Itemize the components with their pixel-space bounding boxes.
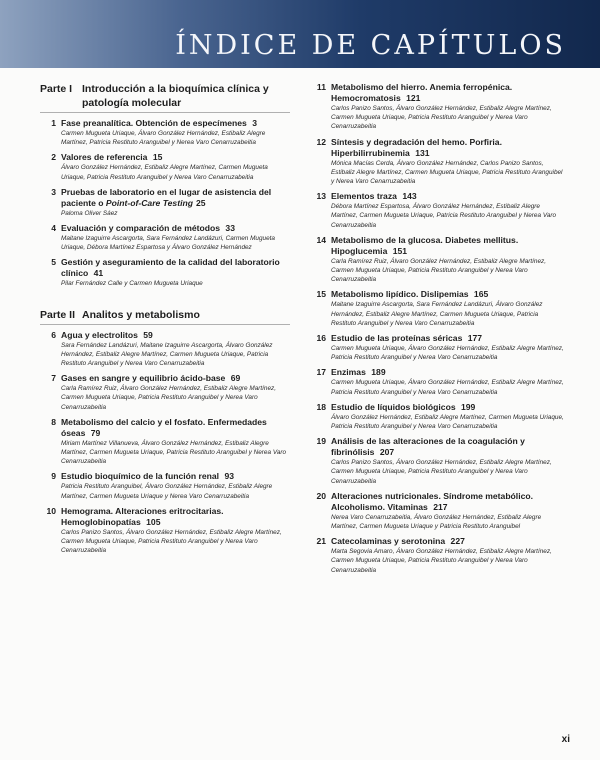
toc-column-right — [310, 82, 565, 580]
chapter-authors: Carmen Mugueta Uriaque, Álvaro González Hernández, Estibaliz Alegre Martínez, Patricia Restituto Aranguibel y Nerea Varo Cenarruzabeitia — [331, 345, 564, 362]
chapter-title-text: Agua y electrolitos — [61, 329, 138, 340]
header-banner — [0, 0, 600, 68]
chapter-title-text: Gases en sangre y equilibrio ácido-base — [61, 373, 226, 384]
chapter-page: 177 — [467, 333, 483, 344]
chapter-page: 165 — [473, 289, 489, 300]
chapter-authors: Carlos Panizo Santos, Álvaro González Hernández, Estibaliz Alegre Martínez, Carmen Mugueta Uriaque, Patricia Restituto Aranguibel y Nerea Varo Cenarruzabeitia — [331, 105, 552, 131]
chapter-title — [331, 289, 565, 300]
chapter-page: 3 — [252, 118, 257, 128]
chapter-number: 3 — [51, 186, 56, 197]
chapter-page: 227 — [450, 536, 465, 547]
chapter-entry[interactable] — [310, 235, 565, 285]
chapter-title-text: Fase preanalítica. Obtención de especímenes — [61, 118, 247, 128]
chapter-title — [331, 235, 565, 257]
chapter-title-text: Metabolismo del calcio y el fosfato. Enfermedades óseas — [61, 416, 267, 438]
chapter-authors: Miriam Martínez Villanueva, Álvaro González Hernández, Estibaliz Alegre Martínez, Carmen Mugueta Uriaque, Patricia Restituto Aranguibel y Nerea Varo Cenarruzabeitia — [61, 439, 287, 466]
chapter-entry[interactable] — [310, 491, 565, 531]
chapter-authors: Patricia Restituto Aranguibel, Álvaro González Hernández, Estibaliz Alegre Martínez, Carmen Mugueta Uriaque y Nerea Varo Cenarruzabeitia — [61, 483, 273, 500]
chapter-page: 199 — [461, 401, 476, 412]
chapter-number: 9 — [51, 471, 56, 482]
chapter-number: 19 — [316, 436, 326, 447]
chapter-title-text: Estudio de líquidos biológicos — [331, 401, 456, 412]
chapter-authors: Sara Fernández Landázuri, Maitane Izaguirre Ascargorta, Álvaro González Hernández, Estibaliz Alegre Martínez, Carmen Mugueta Uriaque, Patricia Restituto Aranguibel y Nerea Varo Cenarruzabeitia — [61, 341, 273, 368]
chapter-title — [61, 257, 290, 279]
chapter-title — [61, 152, 290, 163]
chapter-title — [331, 402, 565, 413]
chapter-title-text: Metabolismo lipídico. Dislipemias — [331, 289, 469, 300]
chapter-title — [331, 491, 565, 513]
chapter-page: 151 — [392, 245, 408, 256]
chapter-title — [61, 223, 290, 234]
chapter-authors: Nerea Varo Cenarruzabeitia, Álvaro González Hernández, Estibaliz Alegre Martínez, Carmen Mugueta Uriaque y Patricia Restituto Aranguibel — [331, 513, 542, 531]
chapter-page: 59 — [143, 329, 153, 340]
part-title: Introducción a la bioquímica clínica y patología molecular — [82, 83, 269, 109]
chapter-number: 7 — [51, 373, 56, 384]
chapter-title — [331, 333, 565, 344]
chapter-number: 14 — [316, 234, 326, 245]
chapter-page: 25 — [195, 197, 206, 208]
chapter-title-text: Enzimas — [331, 367, 366, 378]
chapter-entry[interactable] — [310, 137, 565, 187]
chapter-number: 10 — [46, 505, 56, 516]
chapter-authors: Carla Ramírez Ruiz, Álvaro González Hernández, Estibaliz Alegre Martínez, Carmen Mugueta Uriaque, Patricia Restituto Aranguibel y Nerea Varo Cenarruzabeitia — [331, 257, 547, 284]
chapter-entry[interactable] — [40, 471, 290, 500]
chapter-authors: Pilar Fernández Calle y Carmen Mugueta Uriaque — [61, 280, 203, 288]
chapter-page: 189 — [371, 367, 386, 378]
chapter-page: 41 — [93, 268, 104, 279]
chapter-entry[interactable] — [40, 506, 290, 556]
chapter-authors: Carlos Panizo Santos, Álvaro González Hernández, Estibaliz Alegre Martínez, Carmen Mugueta Uriaque, Patricia Restituto Aranguibel y Nerea Varo Cenarruzabeitia — [61, 528, 282, 555]
chapter-title-text: Metabolismo de la glucosa. Diabetes mellitus. Hipoglucemia — [331, 234, 519, 256]
chapter-title — [61, 471, 290, 482]
chapter-title — [61, 187, 290, 209]
chapter-title — [331, 82, 565, 104]
chapter-entry[interactable] — [310, 82, 565, 132]
chapter-title — [331, 367, 565, 378]
chapter-number: 18 — [316, 401, 326, 412]
chapter-number: 15 — [316, 289, 326, 300]
chapter-authors: Marta Segovia Amaro, Álvaro González Hernández, Estibaliz Alegre Martínez, Carmen Mugueta Uriaque, Patricia Restituto Aranguibel y Nerea Varo Cenarruzabeitia — [331, 548, 552, 574]
chapter-title — [331, 536, 565, 547]
chapter-number: 4 — [51, 223, 56, 234]
chapter-entry[interactable] — [40, 223, 290, 252]
chapter-entry[interactable] — [40, 118, 290, 147]
chapter-number: 21 — [316, 536, 326, 547]
chapter-title-text: Metabolismo del hierro. Anemia ferropénica. Hemocromatosis — [331, 82, 513, 103]
part-label: Parte I — [40, 83, 73, 95]
chapter-entry[interactable] — [310, 436, 565, 486]
chapter-title-text: Valores de referencia — [61, 152, 148, 163]
part-title: Analitos y metabolismo — [82, 308, 200, 321]
chapter-title-text: Alteraciones nutricionales. Síndrome metabólico. Alcoholismo. Vitaminas — [331, 490, 534, 512]
chapter-page: 93 — [224, 471, 234, 482]
chapter-entry[interactable] — [40, 417, 290, 467]
chapter-number: 1 — [51, 118, 56, 128]
chapter-authors: Álvaro González Hernández, Estibaliz Alegre Martínez, Carmen Mugueta Uriaque, Patricia Restituto Aranguibel y Nerea Varo Cenarruzabeitia — [61, 164, 268, 181]
chapter-authors: Maitane Izaguirre Ascargorta, Sara Fernández Landázuri, Álvaro González Hernández, Estibaliz Alegre Martínez, Carmen Mugueta Uriaque, Patricia Restituto Aranguibel y Nerea Varo Cenarruzabeitia — [331, 301, 543, 327]
chapter-number: 11 — [316, 82, 326, 92]
chapter-entry[interactable] — [310, 402, 565, 431]
chapter-title — [61, 118, 290, 129]
chapter-title-text: Estudio de las proteínas séricas — [331, 333, 463, 344]
chapter-title-text: Síntesis y degradación del hemo. Porfiria. Hiperbilirrubinemia — [331, 136, 502, 158]
chapter-number: 2 — [51, 152, 56, 163]
chapter-title-text: Catecolaminas y serotonina — [331, 536, 446, 547]
chapter-title-emphasis: Point-of-Care Testing — [105, 197, 193, 208]
chapter-title-text: Pruebas de laboratorio en el lugar de asistencia del paciente o — [61, 186, 272, 208]
part-heading — [40, 308, 290, 325]
chapter-entry[interactable] — [40, 373, 290, 412]
chapter-entry[interactable] — [310, 367, 565, 396]
chapter-page: 121 — [406, 93, 421, 103]
chapter-authors: Álvaro González Hernández, Estibaliz Alegre Martínez, Carmen Mugueta Uriaque, Patricia Restituto Aranguibel y Nerea Varo Cenarruzabeitia — [331, 413, 564, 431]
chapter-entry[interactable] — [40, 330, 290, 369]
chapter-number: 20 — [316, 490, 326, 501]
chapter-title — [331, 137, 565, 159]
part-heading — [40, 82, 290, 113]
chapter-entry[interactable] — [310, 191, 565, 230]
chapter-number: 5 — [51, 257, 56, 268]
chapter-number: 16 — [316, 333, 326, 344]
chapter-title — [331, 436, 565, 458]
chapter-page: 207 — [379, 447, 395, 458]
chapter-authors: Carmen Mugueta Uriaque, Álvaro González Hernández, Estibaliz Alegre Martínez, Patricia Restituto Aranguibel y Nerea Varo Cenarruzabeitia — [61, 130, 266, 147]
chapter-title — [61, 373, 290, 384]
chapter-authors: Paloma Oliver Sáez — [61, 209, 118, 217]
chapter-page: 79 — [90, 427, 101, 438]
chapter-page: 131 — [415, 147, 430, 158]
chapter-title — [61, 417, 290, 439]
chapter-page: 217 — [433, 501, 448, 512]
chapter-title-text: Análisis de las alteraciones de la coagulación y fibrinólisis — [331, 436, 525, 458]
chapter-title-text: Evaluación y comparación de métodos — [61, 223, 221, 234]
chapter-number: 8 — [51, 416, 56, 427]
chapter-entry[interactable] — [310, 333, 565, 362]
chapter-title — [61, 330, 290, 341]
chapter-title-text: Gestión y aseguramiento de la calidad del laboratorio clínico — [61, 257, 280, 279]
chapter-page: 69 — [230, 373, 241, 384]
chapter-number: 13 — [316, 191, 326, 202]
chapter-authors: Maitane Izaguirre Ascargorta, Sara Fernández Landázuri, Carmen Mugueta Uriaque, Débora Martínez Espartosa y Álvaro González Hernández — [61, 235, 275, 252]
chapter-entry[interactable] — [310, 289, 565, 328]
chapter-number: 12 — [316, 136, 326, 147]
chapter-authors: Carlos Panizo Santos, Álvaro González Hernández, Estibaliz Alegre Martínez, Carmen Mugueta Uriaque, Patricia Restituto Aranguibel y Nerea Varo Cenarruzabeitia — [331, 459, 552, 485]
chapter-title-text: Estudio bioquímico de la función renal — [61, 471, 220, 482]
part-label: Parte II — [40, 308, 76, 321]
chapter-page: 33 — [225, 223, 235, 234]
chapter-page: 105 — [146, 516, 161, 527]
chapter-entry[interactable] — [310, 536, 565, 575]
page-number: xi — [561, 734, 570, 745]
chapter-title-text: Elementos traza — [331, 191, 397, 202]
chapter-title — [331, 191, 565, 202]
chapter-entry[interactable] — [40, 257, 290, 288]
chapter-authors: Carla Ramírez Ruiz, Álvaro González Hernández, Estibaliz Alegre Martínez, Carmen Mugueta Uriaque, Patricia Restituto Aranguibel y Nerea Varo Cenarruzabeitia — [61, 385, 277, 411]
chapter-number: 6 — [51, 329, 56, 340]
page-title: ÍNDICE DE CAPÍTULOS — [175, 30, 566, 61]
chapter-authors: Carmen Mugueta Uriaque, Álvaro González Hernández, Estibaliz Alegre Martínez, Patricia Restituto Aranguibel y Nerea Varo Cenarruzabeitia — [331, 379, 564, 396]
chapter-number: 17 — [316, 367, 326, 378]
chapter-page: 15 — [152, 152, 163, 163]
chapter-title-text: Hemograma. Alteraciones eritrocitarias. Hemoglobinopatías — [61, 505, 224, 527]
chapter-entry[interactable] — [40, 187, 290, 218]
toc-column-left — [40, 82, 290, 560]
chapter-entry[interactable] — [40, 152, 290, 181]
chapter-title — [61, 506, 290, 528]
chapter-page: 143 — [402, 191, 417, 202]
chapter-authors: Mónica Macías Cerda, Álvaro González Hernández, Carlos Panizo Santos, Estibaliz Alegre Martínez, Carmen Mugueta Uriaque, Patricia Restituto Aranguibel y Nerea Varo Cenarruzabeitia — [331, 159, 563, 186]
chapter-authors: Débora Martínez Espartosa, Álvaro González Hernández, Estibaliz Alegre Martínez, Carmen Mugueta Uriaque, Patricia Restituto Aranguibel y Nerea Varo Cenarruzabeitia — [331, 203, 557, 229]
